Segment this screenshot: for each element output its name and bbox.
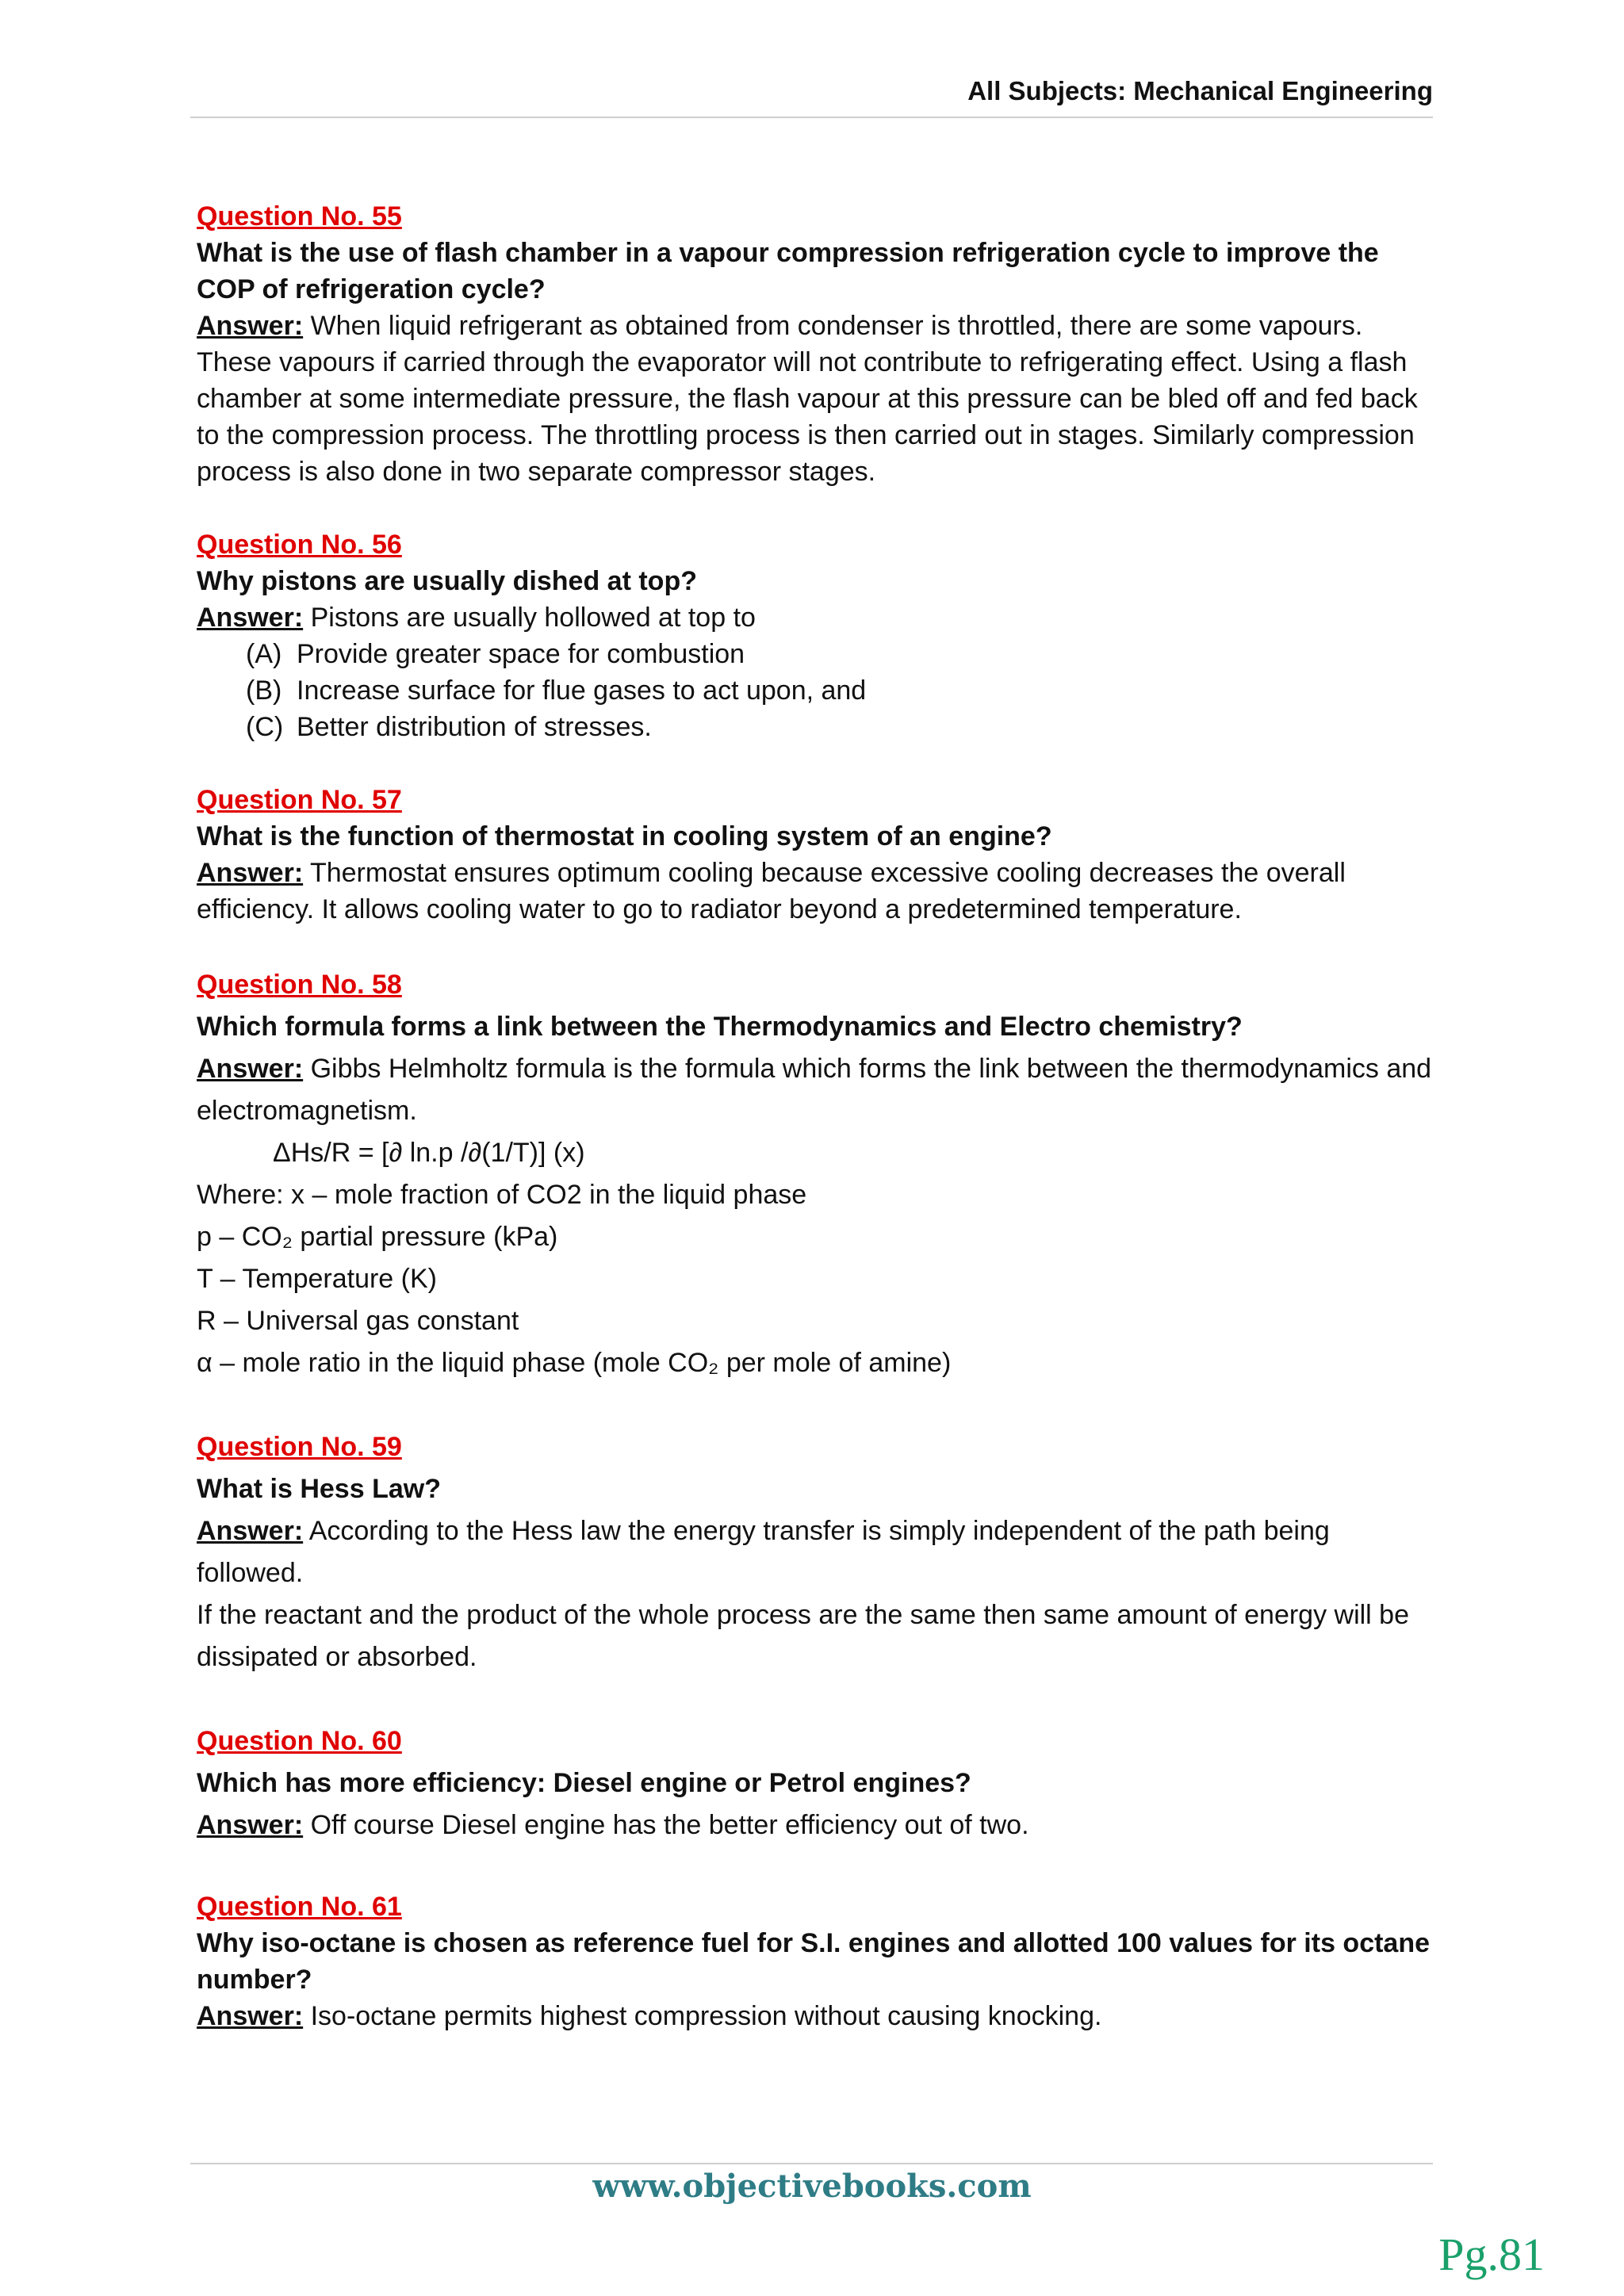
answer-text: When liquid refrigerant as obtained from condenser is throttled, there are some vapours. These vapours if carried through the evaporator will not contribute to refrigerating effect. Using a flash chamber at some intermediate pressure, the flash vapour at this pressure can be bled off and fed back to the compression process. The throttling process is then carried out in stages. Similarly compression process is also done in two separate compressor stages. — [197, 311, 1418, 487]
answer-text: Gibbs Helmholtz formula is the formula which forms the link between the thermodynamics and electromagnetism. — [197, 1054, 1432, 1126]
formula: ΔHs/R = [∂ ln.p /∂(1/T)] (x) — [273, 1138, 585, 1168]
answer — [197, 1048, 1434, 1132]
definition-line: α – mole ratio in the liquid phase (mole CO₂ per mole of amine) — [197, 1348, 952, 1378]
list-letter: (A) — [246, 639, 282, 669]
page-header-title: All Subjects: Mechanical Engineering — [967, 76, 1433, 105]
answer-list — [197, 636, 1434, 745]
definition-line: Where: x – mole fraction of CO2 in the liquid phase — [197, 1180, 807, 1210]
question-block-58 — [197, 964, 1434, 1384]
answer-text: Thermostat ensures optimum cooling because excessive cooling decreases the overall efficiency. It allows cooling water to go to radiator beyond a predetermined temperature. — [197, 858, 1346, 924]
answer-label: Answer: — [197, 311, 304, 341]
question-text: Why iso-octane is chosen as reference fuel for S.I. engines and allotted 100 values for its octane number? — [197, 1928, 1431, 1995]
question-number: Question No. 55 — [197, 201, 402, 232]
answer-text: Iso-octane permits highest compression without causing knocking. — [303, 2001, 1102, 2031]
question-text: Which has more efficiency: Diesel engine or Petrol engines? — [197, 1768, 971, 1798]
question-number: Question No. 57 — [197, 785, 402, 815]
answer-text: Off course Diesel engine has the better efficiency out of two. — [303, 1810, 1029, 1840]
answer-label: Answer: — [197, 1054, 304, 1084]
question-number: Question No. 59 — [197, 1432, 402, 1462]
question-number: Question No. 58 — [197, 970, 402, 1000]
question-text: Why pistons are usually dished at top? — [197, 566, 697, 596]
list-text: Better distribution of stresses. — [297, 712, 652, 742]
answer-label: Answer: — [197, 603, 304, 633]
answer-label: Answer: — [197, 2001, 304, 2031]
page-content — [197, 198, 1434, 2034]
question-block-61 — [197, 1888, 1434, 2034]
question-block-57 — [197, 782, 1434, 928]
footer-divider — [190, 2163, 1433, 2164]
list-letter: (B) — [246, 675, 282, 706]
answer-label: Answer: — [197, 858, 304, 888]
list-item — [246, 636, 1434, 672]
answer — [197, 1510, 1434, 1594]
answer — [197, 1998, 1434, 2034]
question-block-55 — [197, 198, 1434, 490]
definition-line: R – Universal gas constant — [197, 1306, 519, 1336]
definition-line: p – CO₂ partial pressure (kPa) — [197, 1222, 558, 1252]
question-number: Question No. 56 — [197, 530, 402, 560]
question-block-56 — [197, 526, 1434, 745]
footer-website-link[interactable]: www.objectivebooks.com — [592, 2168, 1032, 2205]
list-item — [246, 709, 1434, 745]
question-text: What is the function of thermostat in cooling system of an engine? — [197, 821, 1052, 851]
list-text: Provide greater space for combustion — [297, 639, 745, 669]
answer-extra: If the reactant and the product of the whole process are the same then same amount of energy will be dissipated or absorbed. — [197, 1600, 1410, 1672]
definition-line: T – Temperature (K) — [197, 1264, 437, 1294]
answer-text: According to the Hess law the energy transfer is simply independent of the path being followed. — [197, 1516, 1330, 1588]
question-number: Question No. 61 — [197, 1892, 402, 1922]
answer-label: Answer: — [197, 1516, 304, 1546]
page-number: Pg.81 — [1438, 2229, 1545, 2280]
question-text: What is the use of flash chamber in a vapour compression refrigeration cycle to improve the COP of refrigeration cycle? — [197, 238, 1379, 304]
list-item — [246, 672, 1434, 709]
question-number: Question No. 60 — [197, 1726, 402, 1756]
header-divider — [190, 117, 1433, 118]
answer — [197, 599, 1434, 636]
answer — [197, 1804, 1434, 1846]
answer — [197, 308, 1434, 490]
question-block-59 — [197, 1426, 1434, 1678]
question-text: What is Hess Law? — [197, 1474, 441, 1504]
list-text: Increase surface for flue gases to act upon, and — [297, 675, 867, 706]
list-letter: (C) — [246, 712, 284, 742]
answer — [197, 855, 1434, 928]
answer-label: Answer: — [197, 1810, 304, 1840]
question-text: Which formula forms a link between the Thermodynamics and Electro chemistry? — [197, 1012, 1243, 1042]
answer-text: Pistons are usually hollowed at top to — [303, 603, 756, 633]
question-block-60 — [197, 1720, 1434, 1846]
